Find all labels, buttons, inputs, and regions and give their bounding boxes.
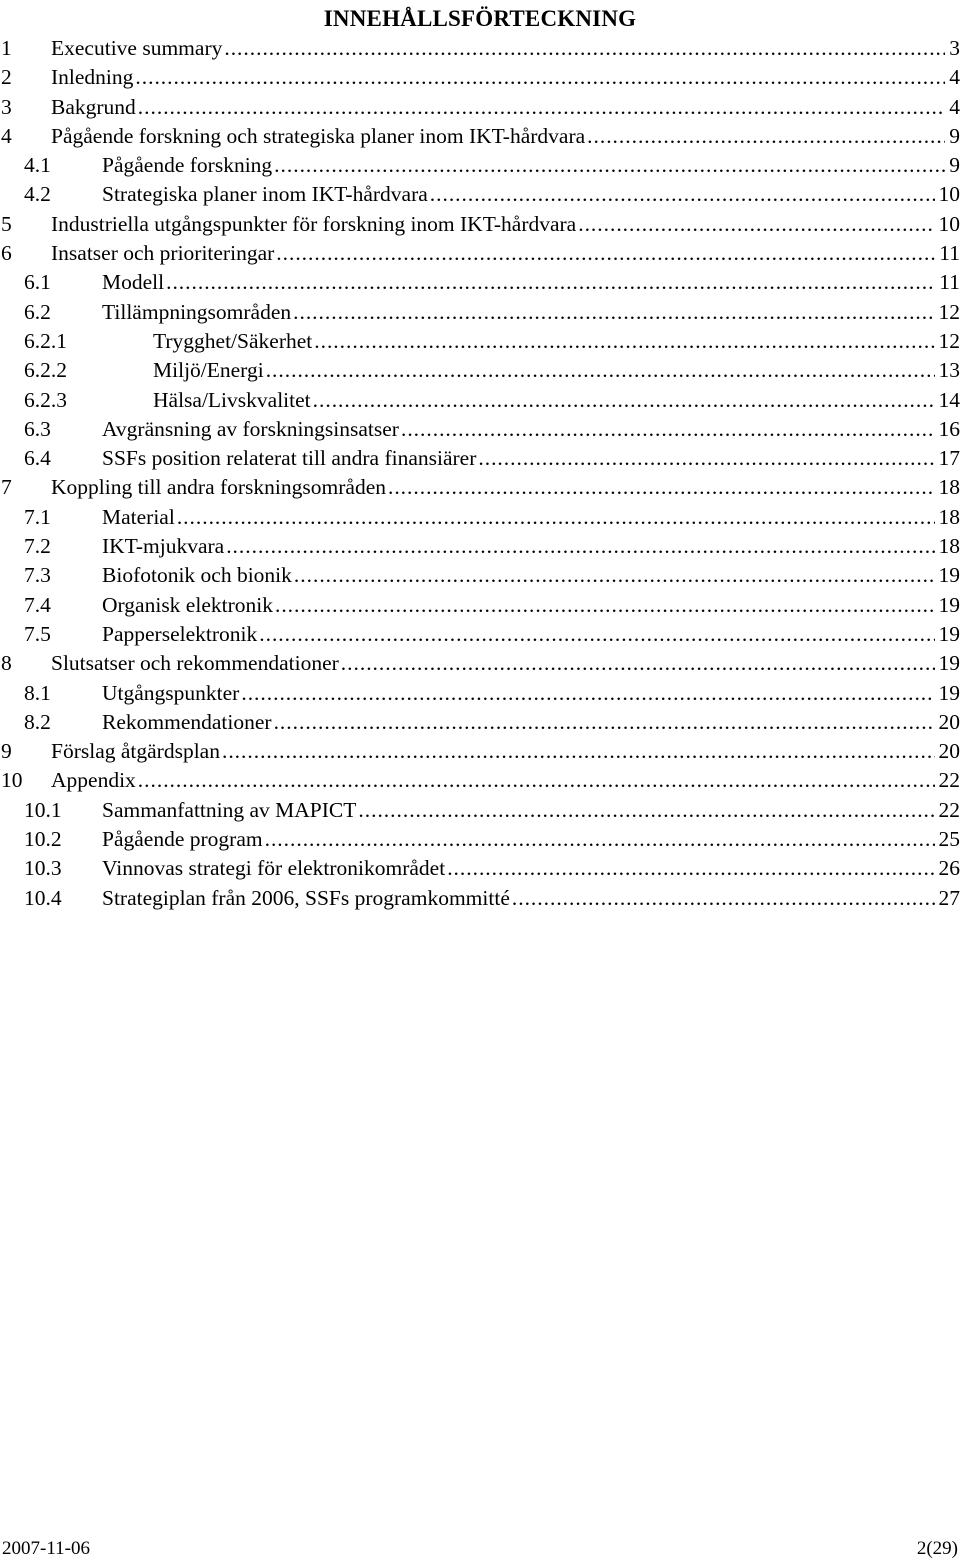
toc-entry-body xyxy=(102,884,960,913)
toc-entry-page: 12 xyxy=(935,298,960,327)
toc-entry-title: Vinnovas strategi för elektronikområdet xyxy=(102,854,447,883)
toc-entry-number: 7 xyxy=(1,475,12,500)
toc-title: INNEHÅLLSFÖRTECKNING xyxy=(323,6,637,31)
toc-entry-title: Modell xyxy=(102,268,166,297)
toc-entry-page: 10 xyxy=(935,180,960,209)
toc-dot-leader xyxy=(274,708,935,737)
toc-entry-number: 10.2 xyxy=(24,827,62,852)
toc-entry-page: 12 xyxy=(935,327,960,356)
toc-entry-body xyxy=(51,34,960,63)
toc-entry-title: Organisk elektronik xyxy=(102,591,275,620)
toc-dot-leader xyxy=(177,503,935,532)
toc-entry[interactable] xyxy=(0,854,960,883)
toc-entry-title: Slutsatser och rekommendationer xyxy=(51,649,341,678)
toc-entry[interactable] xyxy=(0,34,960,63)
toc-entry-body xyxy=(51,766,960,795)
toc-dot-leader xyxy=(259,620,934,649)
toc-entry-body xyxy=(102,444,960,473)
toc-entry-body xyxy=(102,268,960,297)
toc-entry-number: 7.1 xyxy=(24,504,51,529)
toc-entry-page: 19 xyxy=(935,620,960,649)
toc-entry-body xyxy=(102,561,960,590)
toc-entry[interactable] xyxy=(0,737,960,766)
toc-entry-body xyxy=(153,356,960,385)
toc-entry-title: SSFs position relaterat till andra finansiärer xyxy=(102,444,478,473)
toc-entry-body xyxy=(153,386,960,415)
toc-entry-title: IKT-mjukvara xyxy=(102,532,226,561)
toc-entry[interactable] xyxy=(0,210,960,239)
toc-entry-title: Trygghet/Säkerhet xyxy=(153,327,314,356)
toc-entry-number: 7.4 xyxy=(24,592,51,617)
toc-entry-body xyxy=(102,854,960,883)
toc-entry-title: Papperselektronik xyxy=(102,620,259,649)
toc-entry-page: 18 xyxy=(935,503,960,532)
toc-dot-leader xyxy=(135,63,945,92)
toc-entry-title: Bakgrund xyxy=(51,93,138,122)
toc-entry[interactable] xyxy=(0,386,960,415)
toc-entry-title: Inledning xyxy=(51,63,135,92)
toc-entry-page: 26 xyxy=(935,854,960,883)
toc-entry-body xyxy=(102,298,960,327)
toc-entry-page: 20 xyxy=(935,737,960,766)
toc-entry-body xyxy=(102,679,960,708)
toc-entry-page: 19 xyxy=(935,679,960,708)
toc-entry-page: 9 xyxy=(945,122,960,151)
toc-dot-leader xyxy=(341,649,935,678)
footer-page-number: 2(29) xyxy=(916,1538,958,1559)
toc-entry-page: 4 xyxy=(945,93,960,122)
toc-dot-leader xyxy=(274,151,945,180)
toc-entry-number: 4.1 xyxy=(24,153,51,178)
toc-entry-page: 18 xyxy=(935,532,960,561)
toc-entry-body xyxy=(102,825,960,854)
toc-entry-number: 8.1 xyxy=(24,680,51,705)
toc-entry-body xyxy=(51,239,960,268)
toc-entry[interactable] xyxy=(0,151,960,180)
toc-entry-number: 10.4 xyxy=(24,885,62,910)
toc-entry-page: 20 xyxy=(935,708,960,737)
toc-entry-number: 10.3 xyxy=(24,856,62,881)
toc-entry-title: Utgångspunkter xyxy=(102,679,241,708)
toc-entry-number: 4.2 xyxy=(24,182,51,207)
toc-dot-leader xyxy=(266,356,935,385)
toc-entry[interactable] xyxy=(0,415,960,444)
toc-dot-leader xyxy=(166,268,935,297)
toc-entry-number: 6.2 xyxy=(24,299,51,324)
toc-entry[interactable] xyxy=(0,503,960,532)
toc-entry[interactable] xyxy=(0,473,960,502)
toc-entry-page: 11 xyxy=(935,239,960,268)
toc-entry-page: 9 xyxy=(945,151,960,180)
toc-entry-title: Pågående program xyxy=(102,825,265,854)
toc-dot-leader xyxy=(276,239,935,268)
toc-entry[interactable] xyxy=(0,180,960,209)
toc-entry-body xyxy=(102,415,960,444)
toc-entry[interactable] xyxy=(0,708,960,737)
toc-entry-number: 10 xyxy=(1,768,23,793)
toc-entry[interactable] xyxy=(0,679,960,708)
toc-entry-title: Industriella utgångspunkter för forskning inom IKT-hårdvara xyxy=(51,210,578,239)
toc-entry-number: 8.2 xyxy=(24,709,51,734)
toc-entry[interactable] xyxy=(0,122,960,151)
toc-dot-leader xyxy=(226,532,934,561)
toc-entry-body xyxy=(102,708,960,737)
toc-entry[interactable] xyxy=(0,591,960,620)
toc-dot-leader xyxy=(138,93,945,122)
toc-entry-body xyxy=(102,591,960,620)
toc-entry-page: 16 xyxy=(935,415,960,444)
toc-entry-number: 5 xyxy=(1,211,12,236)
toc-entry-page: 19 xyxy=(935,591,960,620)
toc-entry-title: Appendix xyxy=(51,766,138,795)
toc-entry-title: Avgränsning av forskningsinsatser xyxy=(102,415,401,444)
toc-entry-number: 7.2 xyxy=(24,534,51,559)
toc-entry[interactable] xyxy=(0,444,960,473)
toc-entry[interactable] xyxy=(0,620,960,649)
footer-date: 2007-11-06 xyxy=(2,1538,90,1559)
toc-entry-title: Executive summary xyxy=(51,34,224,63)
toc-entry-number: 4 xyxy=(1,123,12,148)
toc-entry-page: 4 xyxy=(945,63,960,92)
toc-entry-title: Koppling till andra forskningsområden xyxy=(51,473,388,502)
toc-entry[interactable] xyxy=(0,825,960,854)
toc-entry-title: Sammanfattning av MAPICT xyxy=(102,796,358,825)
toc-entry-page: 25 xyxy=(935,825,960,854)
toc-entry-number: 6.4 xyxy=(24,446,51,471)
toc-entry-page: 19 xyxy=(935,561,960,590)
toc-entry[interactable] xyxy=(0,884,960,913)
toc-dot-leader xyxy=(241,679,934,708)
toc-dot-leader xyxy=(388,473,935,502)
toc-entry-page: 18 xyxy=(935,473,960,502)
toc-entry-page: 11 xyxy=(935,268,960,297)
toc-entry-number: 3 xyxy=(1,94,12,119)
toc-dot-leader xyxy=(314,327,934,356)
toc-dot-leader xyxy=(358,796,934,825)
toc-entry-title: Strategiska planer inom IKT-hårdvara xyxy=(102,180,430,209)
toc-dot-leader xyxy=(294,561,935,590)
toc-entry-body xyxy=(102,532,960,561)
toc-entry-body xyxy=(51,737,960,766)
toc-dot-leader xyxy=(578,210,934,239)
toc-entry[interactable] xyxy=(0,268,960,297)
toc-entry-page: 22 xyxy=(935,796,960,825)
toc-entry[interactable] xyxy=(0,532,960,561)
toc-entry-title: Pågående forskning xyxy=(102,151,274,180)
toc-entry-number: 6.2.1 xyxy=(24,328,67,353)
toc-entry-body xyxy=(102,503,960,532)
toc-entry-number: 8 xyxy=(1,651,12,676)
toc-entry-body xyxy=(102,620,960,649)
toc-entry-page: 17 xyxy=(935,444,960,473)
toc-dot-leader xyxy=(430,180,935,209)
toc-entry-page: 14 xyxy=(935,386,960,415)
toc-entry-body xyxy=(51,93,960,122)
toc-entry-page: 10 xyxy=(935,210,960,239)
toc-dot-leader xyxy=(138,766,935,795)
page-footer xyxy=(0,1538,960,1560)
toc-dot-leader xyxy=(401,415,935,444)
toc-dot-leader xyxy=(265,825,935,854)
toc-dot-leader xyxy=(478,444,934,473)
toc-entry-body xyxy=(102,151,960,180)
toc-entry-title: Pågående forskning och strategiska planer inom IKT-hårdvara xyxy=(51,122,587,151)
toc-entry-page: 13 xyxy=(935,356,960,385)
toc-entry-title: Tillämpningsområden xyxy=(102,298,293,327)
toc-entry[interactable] xyxy=(0,649,960,678)
toc-entry-page: 22 xyxy=(935,766,960,795)
toc-entry[interactable] xyxy=(0,93,960,122)
toc-entry-title: Material xyxy=(102,503,177,532)
toc-entry-number: 7.5 xyxy=(24,621,51,646)
toc-entry-number: 6.2.2 xyxy=(24,358,67,383)
toc-entry[interactable] xyxy=(0,298,960,327)
toc-entry-body xyxy=(153,327,960,356)
toc-dot-leader xyxy=(512,884,935,913)
toc-entry-number: 2 xyxy=(1,65,12,90)
toc-entry-number: 10.1 xyxy=(24,797,62,822)
toc-entry[interactable] xyxy=(0,239,960,268)
toc-dot-leader xyxy=(222,737,935,766)
toc-entry-body xyxy=(51,122,960,151)
toc-entry-page: 3 xyxy=(945,34,960,63)
toc-entry-title: Strategiplan från 2006, SSFs programkommitté xyxy=(102,884,512,913)
toc-entry-title: Förslag åtgärdsplan xyxy=(51,737,222,766)
toc-entry-title: Insatser och prioriteringar xyxy=(51,239,276,268)
toc-entry-body xyxy=(51,63,960,92)
toc-dot-leader xyxy=(224,34,945,63)
toc-entry-body xyxy=(51,210,960,239)
toc-dot-leader xyxy=(293,298,934,327)
toc-dot-leader xyxy=(275,591,935,620)
toc-entry-page: 19 xyxy=(935,649,960,678)
toc-entry[interactable] xyxy=(0,561,960,590)
toc-entry-number: 9 xyxy=(1,739,12,764)
toc-entry-body xyxy=(102,796,960,825)
toc-entry-number: 1 xyxy=(1,36,12,60)
toc-entry-number: 6.3 xyxy=(24,416,51,441)
toc-entry-number: 6.1 xyxy=(24,270,51,295)
toc-entry[interactable] xyxy=(0,766,960,795)
toc-entry[interactable] xyxy=(0,356,960,385)
toc-entry-number: 7.3 xyxy=(24,563,51,588)
toc-dot-leader xyxy=(587,122,945,151)
toc-entry-title: Rekommendationer xyxy=(102,708,274,737)
toc-entry-body xyxy=(51,649,960,678)
toc-entry-title: Hälsa/Livskvalitet xyxy=(153,386,313,415)
toc-entry-number: 6 xyxy=(1,241,12,266)
toc-entry[interactable] xyxy=(0,63,960,92)
toc-list xyxy=(0,34,960,913)
toc-entry-number: 6.2.3 xyxy=(24,387,67,412)
toc-entry-title: Miljö/Energi xyxy=(153,356,266,385)
toc-dot-leader xyxy=(447,854,934,883)
toc-entry[interactable] xyxy=(0,327,960,356)
toc-dot-leader xyxy=(313,386,935,415)
toc-entry[interactable] xyxy=(0,796,960,825)
toc-entry-body xyxy=(51,473,960,502)
toc-entry-body xyxy=(102,180,960,209)
toc-entry-page: 27 xyxy=(935,884,960,913)
toc-entry-title: Biofotonik och bionik xyxy=(102,561,294,590)
